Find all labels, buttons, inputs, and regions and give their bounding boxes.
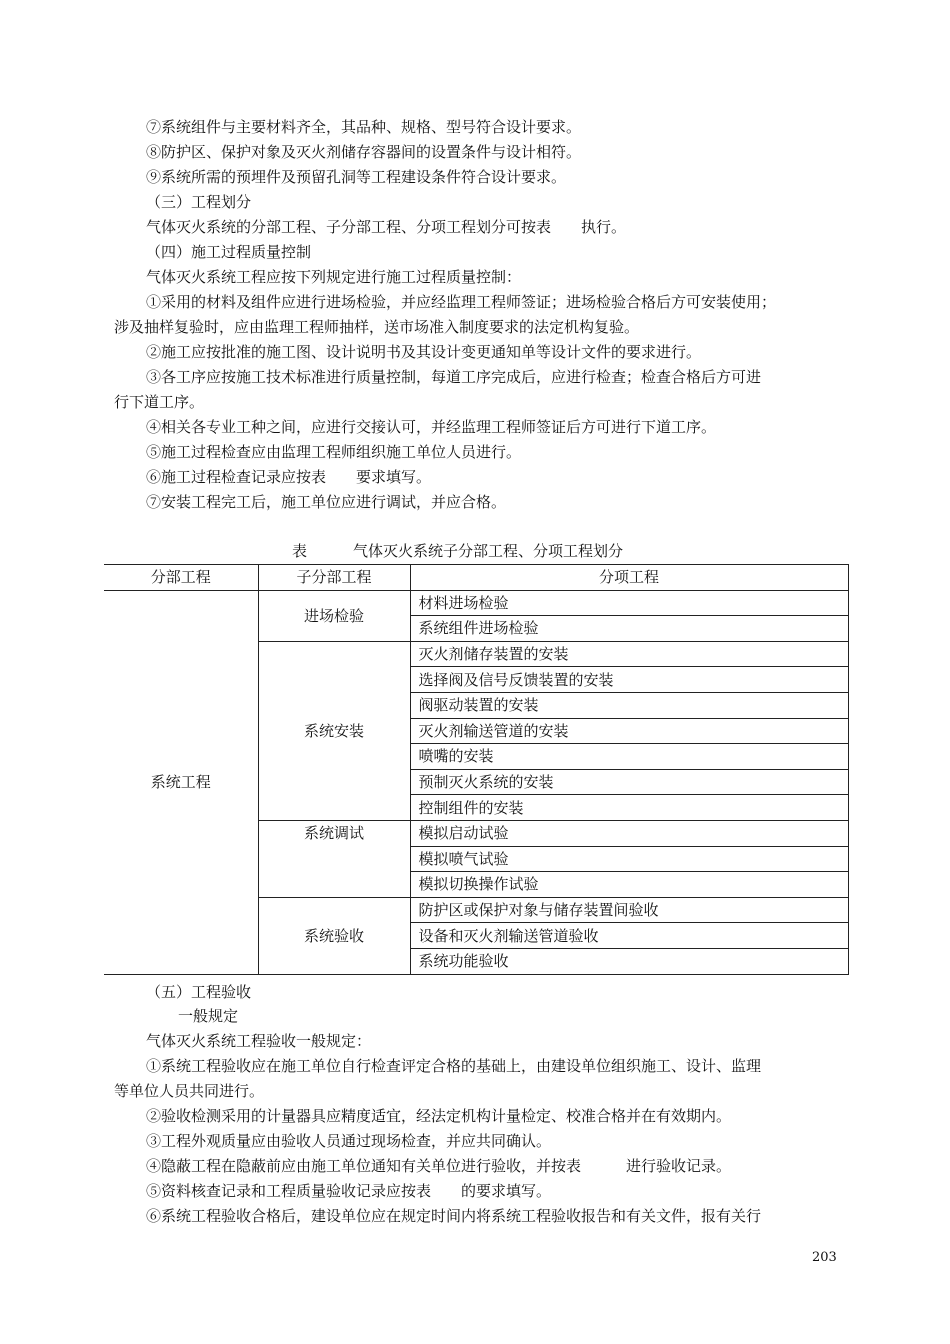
item-cell: 灭火剂输送管道的安装 <box>410 718 848 744</box>
section-heading: 一般规定 <box>178 1007 239 1025</box>
header-item: 分项工程 <box>410 565 848 591</box>
item-cell: 预制灭火系统的安装 <box>410 769 848 795</box>
item-cell: 灭火剂储存装置的安装 <box>410 641 848 667</box>
item-cell: 模拟启动试验 <box>410 820 848 846</box>
item-cell: 选择阀及信号反馈装置的安装 <box>410 667 848 693</box>
table-caption-title: 气体灭火系统子分部工程、分项工程划分 <box>353 542 624 560</box>
paragraph-line: ④相关各专业工种之间，应进行交接认可，并经监理工程师签证后方可进行下道工序。 <box>146 418 717 436</box>
paragraph-line: ⑨系统所需的预埋件及预留孔洞等工程建设条件符合设计要求。 <box>146 168 567 186</box>
paragraph-line: 涉及抽样复验时，应由监理工程师抽样，送市场准入制度要求的法定机构复验。 <box>114 318 640 336</box>
paragraph-line: ⑤施工过程检查应由监理工程师组织施工单位人员进行。 <box>146 443 522 461</box>
item-cell: 喷嘴的安装 <box>410 744 848 770</box>
paragraph-line: ⑤资料核查记录和工程质量验收记录应按表 的要求填写。 <box>146 1182 552 1200</box>
item-cell: 阀驱动装置的安装 <box>410 692 848 718</box>
header-division: 分部工程 <box>104 565 258 591</box>
table-caption-prefix: 表 <box>292 542 308 560</box>
paragraph-line: ②施工应按批准的施工图、设计说明书及其设计变更通知单等设计文件的要求进行。 <box>146 343 702 361</box>
item-cell: 系统组件进场检验 <box>410 616 848 642</box>
item-cell: 材料进场检验 <box>410 590 848 616</box>
paragraph-line: ③各工序应按施工技术标准进行质量控制，每道工序完成后，应进行检查；检查合格后方可进 <box>146 368 762 386</box>
section-heading: （五）工程验收 <box>146 983 252 1001</box>
paragraph-line: ①采用的材料及组件应进行进场检验，并应经监理工程师签证；进场检验合格后方可安装使用； <box>146 293 777 311</box>
item-cell: 防护区或保护对象与储存装置间验收 <box>410 897 848 923</box>
paragraph-line: 气体灭火系统工程应按下列规定进行施工过程质量控制： <box>146 268 522 286</box>
table-header-row <box>104 565 848 591</box>
division-cell: 系统工程 <box>104 590 258 974</box>
subdivision-cell: 系统安装 <box>258 641 410 820</box>
item-cell: 控制组件的安装 <box>410 795 848 821</box>
paragraph-line: ⑦系统组件与主要材料齐全，其品种、规格、型号符合设计要求。 <box>146 118 582 136</box>
division-table <box>104 564 849 975</box>
subdivision-cell: 系统调试 <box>258 820 410 897</box>
paragraph-line: ⑥系统工程验收合格后，建设单位应在规定时间内将系统工程验收报告和有关文件，报有关行 <box>146 1207 762 1225</box>
paragraph-line: ④隐蔽工程在隐蔽前应由施工单位通知有关单位进行验收，并按表 进行验收记录。 <box>146 1157 732 1175</box>
table-row <box>104 590 848 616</box>
paragraph-line: ③工程外观质量应由验收人员通过现场检查，并应共同确认。 <box>146 1132 552 1150</box>
paragraph-line: ⑧防护区、保护对象及灭火剂储存容器间的设置条件与设计相符。 <box>146 143 582 161</box>
section-heading: （三）工程划分 <box>146 193 252 211</box>
section-heading: （四）施工过程质量控制 <box>146 243 312 261</box>
item-cell: 模拟喷气试验 <box>410 846 848 872</box>
item-cell: 设备和灭火剂输送管道验收 <box>410 923 848 949</box>
item-cell: 系统功能验收 <box>410 948 848 974</box>
page-number: 203 <box>812 1250 837 1265</box>
paragraph-line: 等单位人员共同进行。 <box>114 1082 265 1100</box>
paragraph-line: ②验收检测采用的计量器具应精度适宜，经法定机构计量检定、校准合格并在有效期内。 <box>146 1107 732 1125</box>
paragraph-line: ⑦安装工程完工后，施工单位应进行调试，并应合格。 <box>146 493 507 511</box>
subdivision-cell: 进场检验 <box>258 590 410 641</box>
table-caption <box>292 541 623 561</box>
paragraph-line: 气体灭火系统工程验收一般规定： <box>146 1032 372 1050</box>
subdivision-cell: 系统验收 <box>258 897 410 974</box>
paragraph-line: 气体灭火系统的分部工程、子分部工程、分项工程划分可按表 执行。 <box>146 218 627 236</box>
paragraph-line: ①系统工程验收应在施工单位自行检查评定合格的基础上，由建设单位组织施工、设计、监理 <box>146 1057 762 1075</box>
header-subdivision: 子分部工程 <box>258 565 410 591</box>
paragraph-line: 行下道工序。 <box>114 393 205 411</box>
item-cell: 模拟切换操作试验 <box>410 872 848 898</box>
paragraph-line: ⑥施工过程检查记录应按表 要求填写。 <box>146 468 432 486</box>
